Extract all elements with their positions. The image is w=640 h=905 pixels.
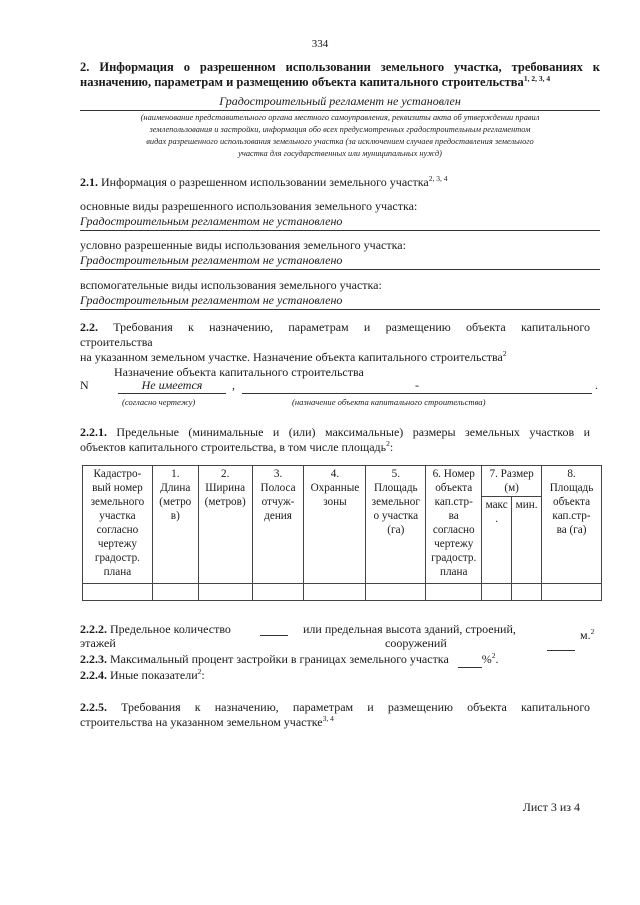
section-2-2-line3: на указанном земельном участке. Назначение объекта капитального строительства (80, 350, 503, 364)
header-text: (га) (387, 524, 405, 536)
sheet-counter: Лист 3 из 4 (522, 800, 580, 814)
table-cell (304, 584, 366, 601)
section-2-title-line2: назначению, параметрам и размещению объекта капитального строительства (80, 75, 524, 89)
section-2-2-line3-ref: 2 (502, 349, 507, 358)
header-text: чертежу (97, 538, 138, 550)
header-text: Кадастро- (93, 468, 142, 480)
section-2-2-2-line1 (80, 622, 231, 637)
section-2-2-2-text-a: Предельное количество (110, 622, 231, 636)
header-text: земельного (90, 496, 145, 508)
section-2-2-4-text: Иные показатели (110, 668, 198, 682)
section-2-2-1-number: 2.2.1. (80, 425, 107, 439)
section-2-2-5-paragraph (80, 700, 590, 730)
header-text: в) (170, 510, 180, 522)
section-2-1-refs: 2, 3, 4 (428, 174, 448, 183)
hint-line-2: землепользования и застройки, информация обо всех предусмотренных градостроительным регламентом (149, 125, 531, 134)
header-text: зоны (323, 496, 347, 508)
header-text: 5. (391, 468, 400, 480)
ref: 2 (590, 627, 595, 636)
colon: : (389, 440, 394, 454)
auxiliary-uses-label: вспомогательные виды использования земельного участка: (80, 278, 382, 292)
floors-field (260, 635, 288, 636)
header-text: Площадь (373, 482, 418, 494)
conditional-uses-field: Градостроительным регламентом не установлено (80, 253, 600, 270)
section-2-2-1-line2: объектов капитального строительства, в том числе площадь (80, 440, 387, 454)
conditional-uses-label: условно разрешенные виды использования земельного участка: (80, 238, 406, 252)
header-text: 3. (273, 468, 283, 480)
header-object-number (426, 466, 482, 584)
section-2-1-number: 2.1. (80, 175, 98, 189)
header-text: 8. (567, 468, 576, 480)
table-cell (152, 584, 198, 601)
header-text: 4. (330, 468, 340, 480)
header-protected-zones (304, 466, 366, 584)
percent-field (458, 652, 482, 668)
section-2-heading (80, 60, 600, 90)
object-number-field: Не имеется (118, 378, 226, 394)
header-text: согласно (96, 524, 139, 536)
header-text: земельног (371, 496, 420, 508)
section-2-2-2-text-b: или предельная высота зданий, строений, (303, 622, 516, 636)
header-text: (метров) (204, 496, 246, 508)
percent-unit: % (481, 652, 492, 666)
section-2-2-1-line1: Предельные (минимальные и (или) максимальные) размеры земельных участков и (116, 425, 591, 439)
header-text: плана (103, 566, 132, 578)
header-text: участка (99, 510, 136, 522)
header-text: . (495, 513, 499, 525)
note-per-drawing: (согласно чертежу) (122, 397, 196, 407)
header-text: о участка (373, 510, 419, 522)
header-text: кап.стр- (434, 496, 473, 508)
header-size-max (482, 497, 512, 584)
main-uses-field: Градостроительным регламентом не установлено (80, 214, 600, 231)
regulation-field: Градостроительный регламент не установлен (80, 94, 600, 111)
header-text: мин. (515, 499, 538, 511)
section-2-2-4-number: 2.2.4. (80, 668, 107, 682)
header-text: 1. (171, 468, 180, 480)
parameters-table (82, 465, 602, 601)
header-text: чертежу (434, 538, 474, 550)
table-cell (426, 584, 482, 601)
main-uses-label: основные виды разрешенного использования земельного участка: (80, 199, 418, 213)
header-size-min (512, 497, 542, 584)
section-2-2-line2: строительства (80, 335, 153, 349)
note-object-purpose: (назначение объекта капитального строительства) (292, 397, 486, 407)
header-text: Ширина (205, 482, 246, 494)
section-2-refs: 1, 2, 3, 4 (523, 73, 551, 83)
section-2-1-heading (80, 175, 447, 190)
header-text: кап.стр- (552, 510, 591, 522)
section-2-2-5-line2: строительства на указанном земельном участке (80, 715, 323, 729)
header-text: Длина (160, 482, 191, 494)
period: . (595, 378, 598, 392)
header-text: дения (264, 510, 292, 522)
ref: 2 (491, 651, 496, 660)
n-label: N (80, 378, 89, 392)
header-object-area (542, 466, 602, 584)
section-2-2-5-number: 2.2.5. (80, 700, 107, 714)
table-row (83, 584, 602, 601)
section-2-2-2-number: 2.2.2. (80, 622, 107, 636)
section-2-2-2-text-c: этажей (80, 636, 116, 650)
hint-line-4: участка для государственных или муниципальных нужд) (238, 149, 442, 158)
header-text: объекта (435, 482, 473, 494)
header-alienation-strip (252, 466, 304, 584)
section-2-title-line1: Информация о разрешенном использовании земельного участка, требованиях к (99, 60, 601, 74)
table-cell (198, 584, 252, 601)
header-width (198, 466, 252, 584)
table-cell (252, 584, 304, 601)
auxiliary-uses-field: Градостроительным регламентом не установлено (80, 293, 600, 310)
header-text: (метро (159, 496, 192, 508)
header-size (482, 466, 542, 497)
ref: 2 (197, 667, 202, 676)
header-text: согласно (432, 524, 475, 536)
table-cell (482, 584, 512, 601)
refs: 3, 4 (322, 714, 334, 723)
header-text: отчуж- (261, 496, 295, 508)
height-unit (580, 628, 594, 643)
hint-line-1: (наименование представительного органа местного самоуправления, реквизиты акта об утверждении правил (140, 113, 540, 122)
height-field (547, 650, 575, 651)
section-2-2-line4: Назначение объекта капитального строительства (114, 365, 364, 379)
unit-text: м. (580, 628, 591, 642)
table-header-row (83, 466, 602, 497)
section-2-1-title: Информация о разрешенном использовании земельного участка (101, 175, 429, 189)
page-number: 334 (311, 38, 329, 50)
hint-line-3: видах разрешенного использования земельного участка (за исключением случаев предоставления земельного (146, 137, 534, 146)
section-2-2-paragraph (80, 320, 590, 380)
header-text: макс (485, 499, 508, 511)
header-text: объекта (553, 496, 591, 508)
section-2-2-5-line1: Требования к назначению, параметрам и размещению объекта капитального (121, 700, 591, 714)
header-text: 2. (220, 468, 230, 480)
header-land-area (366, 466, 426, 584)
header-cadastral-number (83, 466, 153, 584)
section-2-2-1-ref: 2 (386, 439, 390, 448)
header-text: ва (га) (556, 524, 587, 536)
object-number-row (80, 378, 600, 398)
header-text: (м) (504, 482, 519, 494)
section-2-2-3-number: 2.2.3. (80, 652, 107, 666)
header-length (152, 466, 198, 584)
section-2-2-1-paragraph (80, 425, 590, 455)
object-purpose-field: - (242, 378, 592, 394)
header-text: ва (448, 510, 459, 522)
period: . (495, 652, 499, 666)
table-cell (366, 584, 426, 601)
header-text: Охранные (310, 482, 360, 494)
header-text: градостр. (94, 552, 140, 564)
table-cell (512, 584, 542, 601)
section-2-2-2-text-d: сооружений (385, 636, 447, 650)
header-text: 6. Номер (432, 468, 475, 480)
header-text: Площадь (549, 482, 594, 494)
colon: : (201, 668, 205, 682)
section-2-2-number: 2.2. (80, 320, 98, 334)
header-text: градостр. (431, 552, 477, 564)
regulation-hint (80, 112, 600, 160)
comma: , (232, 378, 235, 392)
section-2-2-3-text: Максимальный процент застройки в границах земельного участка (110, 652, 449, 666)
section-2-2-4 (80, 668, 205, 683)
header-text: плана (439, 566, 468, 578)
section-2-number: 2. (80, 60, 90, 74)
header-text: Полоса (260, 482, 296, 494)
table-cell (542, 584, 602, 601)
header-text: вый номер (92, 482, 143, 494)
section-2-2-3 (80, 652, 499, 668)
table-cell (83, 584, 153, 601)
header-text: 7. Размер (489, 468, 534, 480)
section-2-2-line1: Требования к назначению, параметрам и размещению объекта капитального (113, 320, 591, 334)
